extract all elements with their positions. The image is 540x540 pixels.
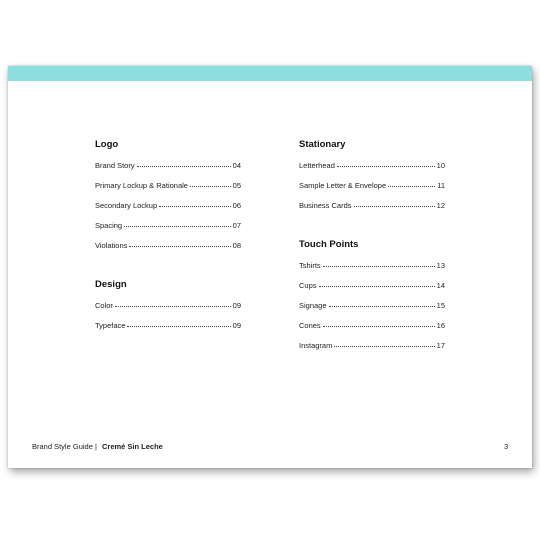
toc-entry-page: 11 — [437, 181, 445, 190]
toc-entry-instagram[interactable] — [299, 341, 445, 350]
dot-leader — [129, 246, 230, 247]
toc-entry-color[interactable] — [95, 301, 241, 310]
toc-entry-page: 09 — [232, 301, 241, 310]
toc-entry-label: Cones — [299, 321, 321, 330]
dot-leader — [337, 166, 435, 167]
toc-entry-page: 13 — [436, 261, 445, 270]
dot-leader — [354, 206, 435, 207]
toc-entry-page: 17 — [436, 341, 445, 350]
toc-entry-page: 10 — [436, 161, 445, 170]
toc-entry-page: 04 — [232, 161, 241, 170]
toc-entry-typeface[interactable] — [95, 321, 241, 330]
toc-entry-violations[interactable] — [95, 241, 241, 250]
toc-entry-label: Sample Letter & Envelope — [299, 181, 387, 190]
dot-leader — [329, 306, 435, 307]
dot-leader — [323, 326, 435, 327]
dot-leader — [319, 286, 435, 287]
section-title-design: Design — [95, 279, 127, 290]
toc-entry-page: 06 — [232, 201, 241, 210]
footer-brand-name: Cremé Sin Leche — [102, 442, 163, 451]
toc-entry-spacing[interactable] — [95, 221, 241, 230]
toc-entry-cups[interactable] — [299, 281, 445, 290]
dot-leader — [323, 266, 435, 267]
toc-entry-label: Signage — [299, 301, 327, 310]
toc-entry-label: Brand Story — [95, 161, 135, 170]
toc-entry-page: 07 — [232, 221, 241, 230]
section-title-stationary: Stationary — [299, 139, 346, 150]
toc-entry-page: 16 — [436, 321, 445, 330]
dot-leader — [190, 186, 231, 187]
toc-entry-page: 09 — [232, 321, 241, 330]
toc-entry-label: Primary Lockup & Rationale — [95, 181, 188, 190]
section-title-logo: Logo — [95, 139, 119, 150]
toc-entry-signage[interactable] — [299, 301, 445, 310]
toc-entry-label: Typeface — [95, 321, 126, 330]
toc-entry-label: Instagram — [299, 341, 333, 350]
toc-entry-label: Business Cards — [299, 201, 352, 210]
page-footer — [32, 442, 163, 451]
toc-entry-business-cards[interactable] — [299, 201, 445, 210]
dot-leader — [334, 346, 434, 347]
toc-entry-label: Secondary Lockup — [95, 201, 158, 210]
dot-leader — [137, 166, 231, 167]
toc-entry-page: 15 — [436, 301, 445, 310]
toc-entry-page: 08 — [232, 241, 241, 250]
toc-entry-sample-letter[interactable] — [299, 181, 445, 190]
accent-header-bar — [8, 66, 532, 81]
toc-entry-cones[interactable] — [299, 321, 445, 330]
dot-leader — [124, 226, 231, 227]
toc-entry-label: Letterhead — [299, 161, 335, 170]
toc-entry-label: Tshirts — [299, 261, 321, 270]
dot-leader — [115, 306, 231, 307]
toc-entry-tshirts[interactable] — [299, 261, 445, 270]
footer-guide-label: Brand Style Guide | — [32, 442, 97, 451]
page-number: 3 — [504, 442, 509, 451]
toc-entry-label: Cups — [299, 281, 317, 290]
toc-entry-label: Spacing — [95, 221, 123, 230]
toc-entry-primary-lockup[interactable] — [95, 181, 241, 190]
toc-entry-label: Violations — [95, 241, 128, 250]
section-title-touch-points: Touch Points — [299, 239, 359, 250]
brochure-page — [8, 66, 532, 468]
toc-entry-page: 05 — [232, 181, 241, 190]
toc-entry-letterhead[interactable] — [299, 161, 445, 170]
toc-entry-label: Color — [95, 301, 113, 310]
dot-leader — [388, 186, 435, 187]
toc-entry-page: 12 — [436, 201, 445, 210]
dot-leader — [159, 206, 231, 207]
toc-entry-page: 14 — [436, 281, 445, 290]
toc-entry-brand-story[interactable] — [95, 161, 241, 170]
toc-entry-secondary-lockup[interactable] — [95, 201, 241, 210]
dot-leader — [127, 326, 230, 327]
